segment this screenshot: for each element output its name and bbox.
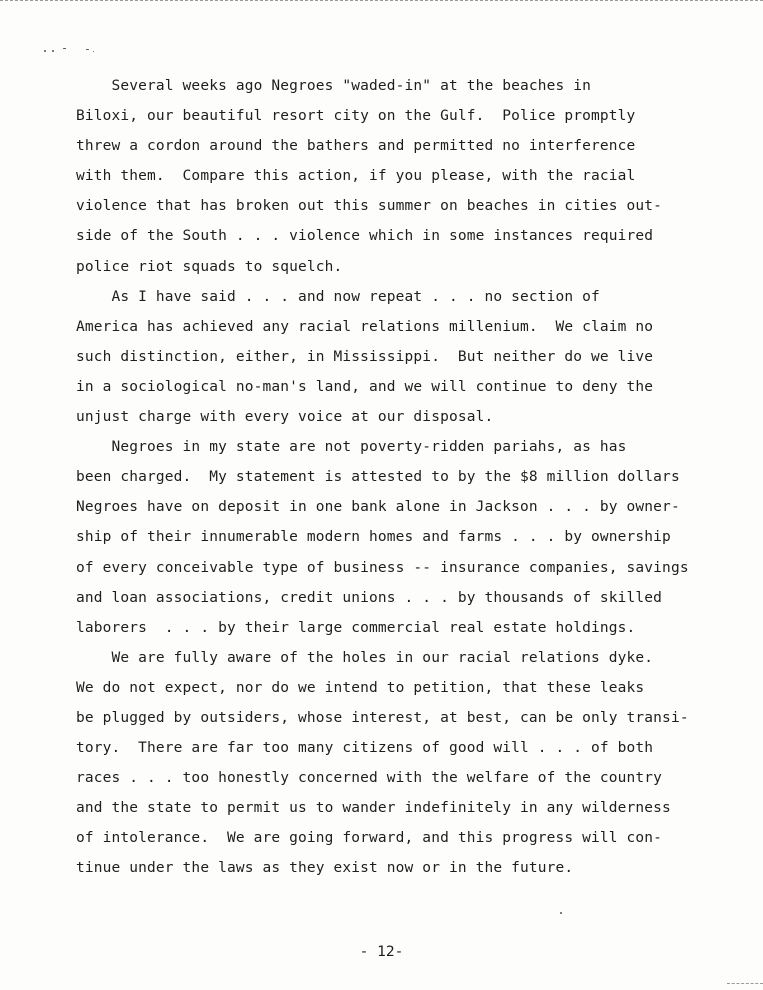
text-line: side of the South . . . violence which in some instances required (76, 228, 654, 245)
scan-speck (52, 50, 54, 52)
scan-speck (560, 912, 562, 914)
scan-speck (63, 48, 66, 49)
text-line: threw a cordon around the bathers and permitted no interference (76, 138, 636, 155)
text-line: ship of their innumerable modern homes and farms . . . by ownership (76, 529, 671, 546)
page-number: - 12- (359, 944, 404, 960)
text-line: As I have said . . . and now repeat . . . no section of (76, 288, 600, 305)
text-line: of every conceivable type of business -- insurance companies, savings (76, 559, 689, 576)
text-line: such distinction, either, in Mississippi. But neither do we live (76, 348, 654, 365)
text-line: laborers . . . by their large commercial real estate holdings. (76, 619, 636, 636)
text-line: America has achieved any racial relations millenium. We claim no (76, 318, 654, 335)
text-line: be plugged by outsiders, whose interest, at best, can be only transi- (76, 709, 689, 726)
text-line: and the state to permit us to wander indefinitely in any wilderness (76, 800, 671, 817)
scan-speck (93, 51, 94, 52)
text-line: We do not expect, nor do we intend to petition, that these leaks (76, 679, 645, 696)
text-line: and loan associations, credit unions . . . by thousands of skilled (76, 589, 663, 606)
text-line: been charged. My statement is attested to by the $8 million dollars (76, 469, 680, 486)
scan-speck (44, 50, 46, 52)
text-line: violence that has broken out this summer on beaches in cities out- (76, 198, 663, 215)
text-line: Negroes in my state are not poverty-ridden pariahs, as has (76, 439, 627, 456)
text-line: police riot squads to squelch. (76, 258, 343, 275)
text-line: in a sociological no-man's land, and we will continue to deny the (76, 378, 654, 395)
bottom-edge-divider (727, 983, 763, 984)
text-line: tory. There are far too many citizens of good will . . . of both (76, 740, 654, 757)
text-line: of intolerance. We are going forward, and this progress will con- (76, 830, 663, 847)
text-line: Negroes have on deposit in one bank alone in Jackson . . . by owner- (76, 499, 680, 516)
text-line: with them. Compare this action, if you please, with the racial (76, 168, 636, 185)
top-edge-divider (0, 0, 763, 1)
text-line: We are fully aware of the holes in our racial relations dyke. (76, 649, 654, 666)
scan-speck (86, 49, 89, 50)
text-line: races . . . too honestly concerned with the welfare of the country (76, 770, 663, 787)
text-line: unjust charge with every voice at our disposal. (76, 409, 494, 426)
text-line: tinue under the laws as they exist now or in the future. (76, 860, 574, 877)
document-body (76, 71, 726, 884)
text-line: Biloxi, our beautiful resort city on the Gulf. Police promptly (76, 108, 636, 125)
text-line: Several weeks ago Negroes "waded-in" at the beaches in (76, 78, 592, 94)
